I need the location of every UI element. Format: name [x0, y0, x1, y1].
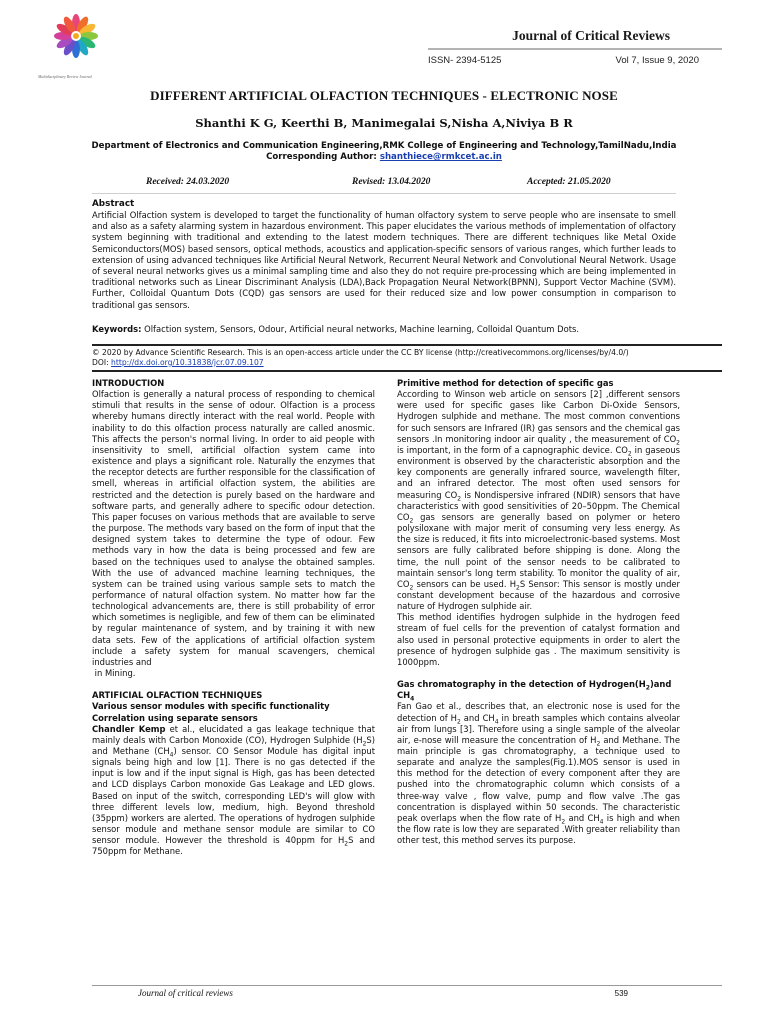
dates-rule	[92, 193, 676, 194]
keywords-rule	[92, 344, 722, 346]
license-rule	[92, 370, 722, 372]
subscript: 2	[456, 718, 461, 726]
abstract-text: Artificial Olfaction system is developed to target the functionality of human olfactory system to serve people who are insensate to smell and also as a safety alarming system in hazardous environment. This paper elucidates the various methods of implementation of olfactory system beginning with traditional and extending to the latest modern techniques. There are different techniques like Metal Oxide Semiconductors(MOS) based sensors, optical methods, acoustics and application-specific sensors of various ranges, which further leads to extension of using advanced techniques like Artificial Neural Network, Recurrent Neural Network and Convolutional Neural Network. Usage of several neural networks gives us a minimal sampling time and also they do not require pre-processing which are being implemented in traditional networks such as Linear Discriminant Analysis (LDA),Back Propagation Neural Network(BPNN), Support Vector Machine (SVM). Further, Colloidal Quantum Dots (CQD) gas sensors are used for their reduced size and low power consumption in comparison to traditional gas sensors.	[92, 210, 676, 310]
received-date: Received: 24.03.2020	[146, 177, 230, 187]
license-text: © 2020 by Advance Scientific Research. This is an open-access article under the CC BY license (http://creativecommons.org/licenses/by/4.0/)	[92, 348, 629, 357]
text-segment: is important, in the form of a capnographic device. CO	[397, 444, 628, 455]
subscript: 2	[676, 439, 680, 447]
heading-segment: Gas chromatography in the detection of Hydrogen(H	[397, 679, 646, 690]
license-block	[92, 348, 722, 368]
subscript: 2	[409, 517, 414, 525]
volume-issue: Vol 7, Issue 9, 2020	[615, 55, 699, 66]
right-column	[397, 378, 680, 846]
text-segment: in gaseous environment is observed by the characteristic absorption and the key components are generally infrared source, wavelength filter, and an infrared detector. The most often used sensors for measuring CO	[397, 444, 681, 500]
text-segment: and Methane. The main principle is gas chromatography, a technique used to separate and analyze the samples(Fig.1).MOS sensor is used in this method for the detection of every component after they are pushed into the chromatographic column which consists of a three-way valve , flow valve, pump and flow valve .The gas concentration is displayed within 50 seconds. The characteristic peak overlaps when the flow rate of H	[397, 734, 681, 823]
header-rule	[428, 48, 722, 50]
corresponding-email-link[interactable]: shanthiece@rmkcet.ac.in	[379, 152, 502, 162]
abstract-heading: Abstract	[92, 199, 135, 209]
paper-title: DIFFERENT ARTIFICIAL OLFACTION TECHNIQUES - ELECTRONIC NOSE	[150, 88, 618, 103]
gas-chromatography-heading	[397, 679, 680, 701]
corresponding-label: Corresponding Author:	[266, 152, 377, 162]
authors: Shanthi K G, Keerthi B, Manimegalai S,Nisha A,Niviya B R	[195, 116, 573, 130]
left-column	[92, 378, 375, 858]
text-segment: gas sensors are generally based on polymer or hetero polysiloxane with major merit of consuming very less energy. As the size is reduced, it fits into microelectronic-based systems. Most sensors are fully calibrated before shipping is done. Along the time, the null point of the sensor needs to be calibrated to maintain sensor's long term stability. To monitor the quality of air, CO	[397, 511, 680, 589]
text-segment: in breath samples which contains alveolar air from lungs [3]. Therefore using a single sample of the alveolar air, e-nose will measure the concentration of H	[397, 712, 680, 745]
text-segment: According to Winson web article on sensors [2] ,different sensors were used for specific gases like Carbon Di-Oxide Sensors, Hydrogen sulphide and methane. The most common conventions for such sensors are Infrared (IR) gas sensors and the chemical gas sensors .In monitoring indoor air quality , the measurement of CO	[397, 389, 680, 444]
journal-logo-icon	[50, 10, 102, 70]
subscript: 2	[362, 740, 367, 748]
corresponding-author	[60, 152, 708, 163]
techniques-heading: ARTIFICIAL OLFACTION TECHNIQUES	[92, 690, 263, 701]
text-segment: S Sensor: This sensor is mostly under constant development because of the hazardous and corrosive nature of Hydrogen sulphide air.	[397, 578, 680, 612]
gas-chromatography-text	[397, 701, 680, 846]
text-segment: Fan Gao et al., describes that, an electronic nose is used for the detection of H	[397, 701, 680, 723]
keywords-text: Olfaction system, Sensors, Odour, Artificial neural networks, Machine learning, Colloidal Quantum Dots.	[141, 324, 580, 334]
text-segment: and CH	[460, 712, 495, 723]
kemp-paragraph	[92, 724, 375, 858]
text-segment: and CH	[565, 812, 600, 823]
introduction-tail: in Mining.	[92, 668, 136, 679]
subscript: 2	[561, 818, 566, 826]
revised-date: Revised: 13.04.2020	[352, 177, 431, 187]
primitive-method-heading: Primitive method for detection of specific gas	[397, 378, 614, 388]
subscript: 2	[457, 495, 462, 503]
text-segment: is high and when the flow rate is low they are separated .With greater reliability than other test, this method serves its purpose.	[397, 812, 680, 846]
subheading-correlation: Correlation using separate sensors	[92, 712, 258, 723]
kemp-text-3: ) sensor. CO Sensor Module has digital input signals being high and low [1]. There is no gas detected if the input is low and if the input signal is High, gas has been detected and LCD displays Carbon monoxide Gas Leakage and LED glows. Based on input of the switch, corresponding LED's will glow with three different levels low, medium, high. Beyond threshold (35ppm) workers are alerted. The operations of hydrogen sulphide sensor module and methane sensor module are similar to CO sensor module. However the threshold is 40ppm for H	[92, 746, 375, 846]
subscript: 4	[169, 751, 174, 759]
doi-link[interactable]: http://dx.doi.org/10.31838/jcr.07.09.107	[111, 357, 264, 367]
subscript: 4	[494, 718, 499, 726]
kemp-text-2: S) and Methane (CH	[92, 734, 375, 756]
text-segment: sensors can be used. H	[413, 578, 516, 589]
subscript: 2	[409, 584, 414, 592]
subscript: 2	[645, 684, 650, 692]
subscript: 2	[596, 740, 601, 748]
keywords-label: Keywords:	[92, 324, 142, 334]
text-segment: is Nondispersive infrared (NDIR) sensors that have characteristics with good sensitivities of 20–50ppm. The Chemical CO	[397, 489, 680, 522]
doi-line	[92, 358, 722, 368]
subscript: 4	[599, 818, 604, 826]
introduction-heading: INTRODUCTION	[92, 378, 165, 388]
subheading-sensor-modules: Various sensor modules with specific functionality	[92, 701, 330, 712]
subscript: 2	[627, 450, 632, 458]
keywords	[92, 324, 676, 334]
kemp-text-1: et al., elucidated a gas leakage technique that mainly deals with Carbon Monoxide (CO), Hydrogen Sulphide (H	[92, 723, 375, 745]
journal-title: Journal of Critical Reviews	[512, 28, 670, 43]
issn: ISSN- 2394-5125	[428, 55, 502, 66]
subscript: 2	[516, 584, 520, 592]
hydrogen-sulphide-text: This method identifies hydrogen sulphide in the hydrogen feed stream of fuel cells for the prevention of catalyst formation and also used in personal protective equipments in order to alert the presence of hydrogen sulphide gas . The maximum sensitivity is 1000ppm.	[397, 612, 680, 667]
subscript: 2	[344, 840, 349, 848]
affiliation: Department of Electronics and Communication Engineering,RMK College of Engineering and Technology,TamilNadu,India	[91, 141, 677, 151]
doi-label: DOI:	[92, 357, 112, 367]
logo-caption: Multidisciplinary Review Journal	[38, 74, 92, 79]
heading-segment: )and CH	[397, 679, 672, 701]
affiliation-block	[60, 141, 708, 163]
kemp-name: Chandler Kemp	[92, 723, 166, 734]
accepted-date: Accepted: 21.05.2020	[527, 177, 611, 187]
kemp-text-4: S and 750ppm for Methane.	[92, 835, 375, 857]
introduction-text: Olfaction is generally a natural process of responding to chemical stimuli that results in the sense of odour. Olfaction is a process whereby humans directly interact with the real world. People with inability to do this olfaction process naturally are called anosmic. This affects the person's normal living. In order to aid people with insensitivity to smell, artificial olfaction system came into existence and plays a significant role. Naturally the enzymes that the receptor detects are further responsible for the classification of smell, whereas in artificial olfaction system, the abilities are restricted and the detection is purely based on the hardware and software parts, and generally adhere to specific odour detection. This paper focuses on various methods that are available to serve the purpose. The methods vary based on the form of input that the designed system takes to determine the type of odour. Few methods vary in how the data is being processed and few are based on the techniques used to analyse the obtained samples. With the use of advanced machine learning techniques, the system can be trained using various sample sets to match the performance of natural olfaction system. No matter how far the technological advancements are, there is still probability of error which sometimes is negligible, and few of them can be eliminated by regular maintenance of system, and by training it with new data sets. Few of the applications of artificial olfaction system include a safety system for manual scavengers, chemical industries and	[92, 389, 375, 667]
subscript: 4	[410, 695, 415, 703]
footer-rule	[92, 985, 722, 986]
primitive-method-text	[397, 389, 680, 612]
footer-journal-name: Journal of critical reviews	[138, 988, 233, 998]
page-number: 539	[614, 989, 628, 998]
